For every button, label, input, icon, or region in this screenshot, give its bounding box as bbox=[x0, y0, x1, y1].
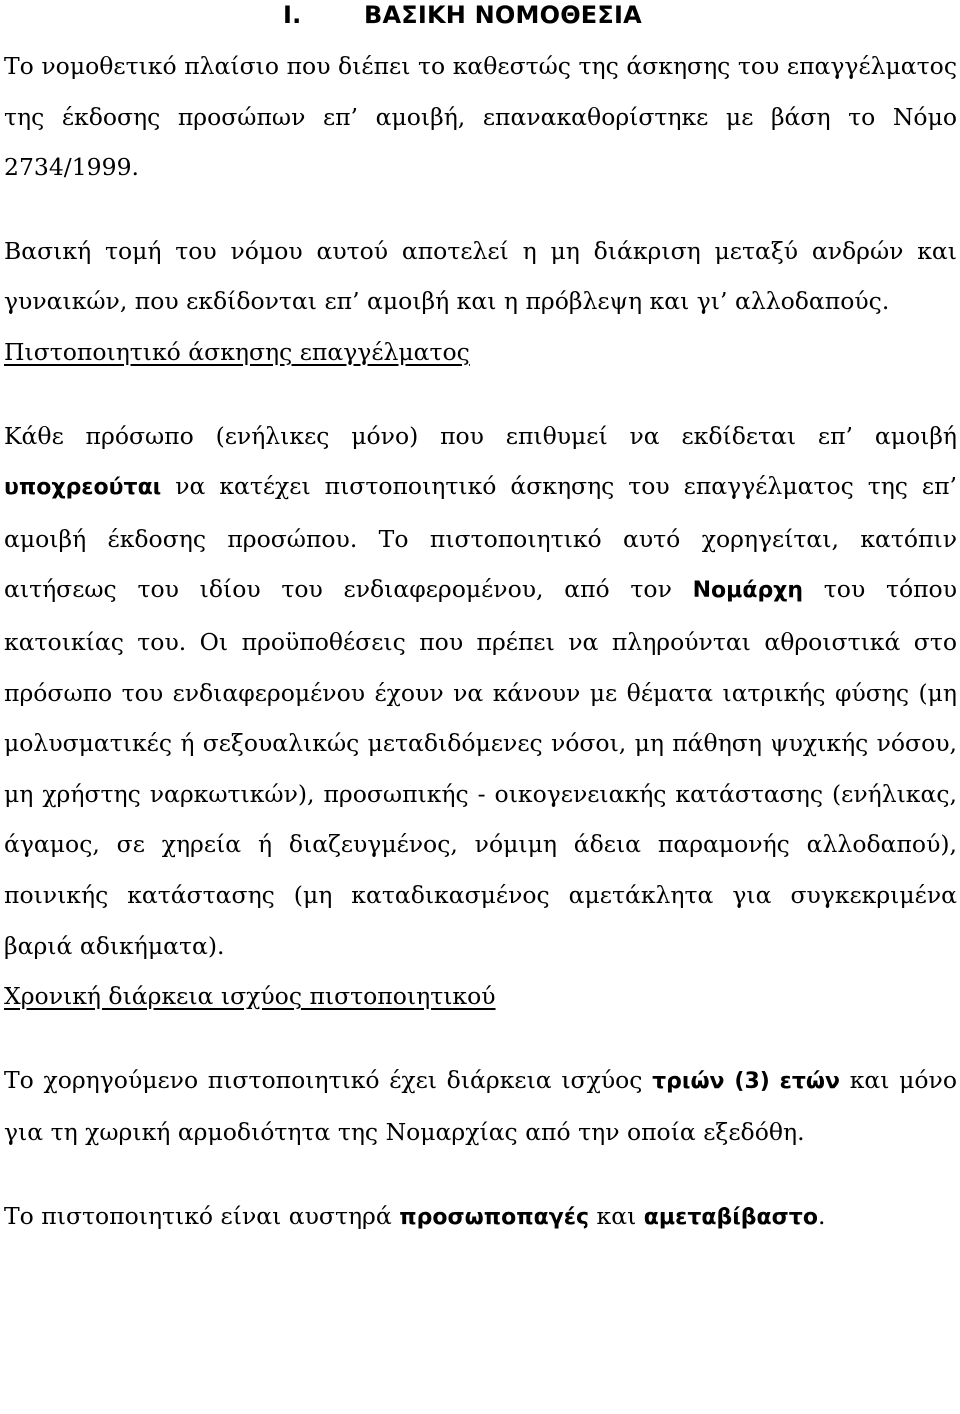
closing-paragraph bbox=[4, 1191, 957, 1244]
duration-emphasis: τριών (3) ετών bbox=[652, 1068, 841, 1094]
section-title: ΒΑΣΙΚΗ ΝΟΜΟΘΕΣΙΑ bbox=[364, 1, 642, 29]
section-number: I. bbox=[283, 1, 302, 29]
certificate-text-part-2: να κατέχει πιστοποιητικό άσκησης του επαγγέλματος της επ’ αμοιβή έκδοσης προσώπου. Το πιστοποιητικό αυτό χορηγείται, κατόπιν αιτήσεως του ιδίου του ενδιαφερομένου, από τον bbox=[4, 472, 957, 604]
certificate-heading: Πιστοποιητικό άσκησης επαγγέλματος bbox=[4, 337, 470, 366]
validity-heading: Χρονική διάρκεια ισχύος πιστοποιητικού bbox=[4, 982, 496, 1011]
document-page bbox=[4, 0, 957, 1243]
authority-emphasis: Νομάρχη bbox=[692, 578, 804, 604]
personal-emphasis: προσωποπαγές bbox=[399, 1204, 590, 1230]
certificate-text-part-1: Κάθε πρόσωπο (ενήλικες μόνο) που επιθυμεί να εκδίδεται επ’ αμοιβή bbox=[4, 421, 957, 450]
certificate-text-part-3: του τόπου κατοικίας του. Οι προϋποθέσεις που πρέπει να πληρούνται αθροιστικά στο πρόσωπο του ενδιαφερομένου έχουν να κάνουν με θέματα ιατρικής φύσης (μη μολυσματικές ή σεξουαλικώς μεταδιδόμενες νόσοι, μη πάθηση ψυχικής νόσου, μη χρήστης ναρκωτικών), προσωπικής - οικογενειακής κατάστασης (ενήλικας, άγαμος, σε χηρεία ή διαζευγμένος, νόμιμη άδεια παραμονής αλλοδαπού), ποινικής κατάστασης (μη καταδικασμένος αμετάκλητα για συγκεκριμένα βαριά αδικήματα). bbox=[4, 575, 957, 960]
closing-text-part-3: . bbox=[817, 1201, 826, 1230]
non-transferable-emphasis: αμεταβίβαστο bbox=[643, 1204, 818, 1230]
intro-paragraph-2: Βασική τομή του νόμου αυτού αποτελεί η μη διάκριση μεταξύ ανδρών και γυναικών, που εκδίδονται επ’ αμοιβή και η πρόβλεψη και γι’ αλλοδαπούς. bbox=[4, 236, 957, 316]
validity-paragraph bbox=[4, 1055, 957, 1158]
validity-text-part-2: και μόνο για τη χωρική αρμοδιότητα της Νομαρχίας από την οποία εξεδόθη. bbox=[4, 1065, 957, 1147]
section-heading bbox=[4, 0, 957, 30]
closing-text-part-2: και bbox=[589, 1201, 644, 1230]
intro-paragraph-1: Το νομοθετικό πλαίσιο που διέπει το καθεστώς της άσκησης του επαγγέλματος της έκδοσης προσώπων επ’ αμοιβή, επανακαθορίστηκε με βάση το Νόμο 2734/1999. bbox=[4, 52, 957, 182]
validity-text-part-1: Το χορηγούμενο πιστοποιητικό έχει διάρκεια ισχύος bbox=[4, 1065, 653, 1094]
closing-text-part-1: Το πιστοποιητικό είναι αυστηρά bbox=[4, 1201, 400, 1230]
obligation-emphasis: υποχρεούται bbox=[4, 475, 162, 501]
certificate-paragraph bbox=[4, 411, 957, 972]
